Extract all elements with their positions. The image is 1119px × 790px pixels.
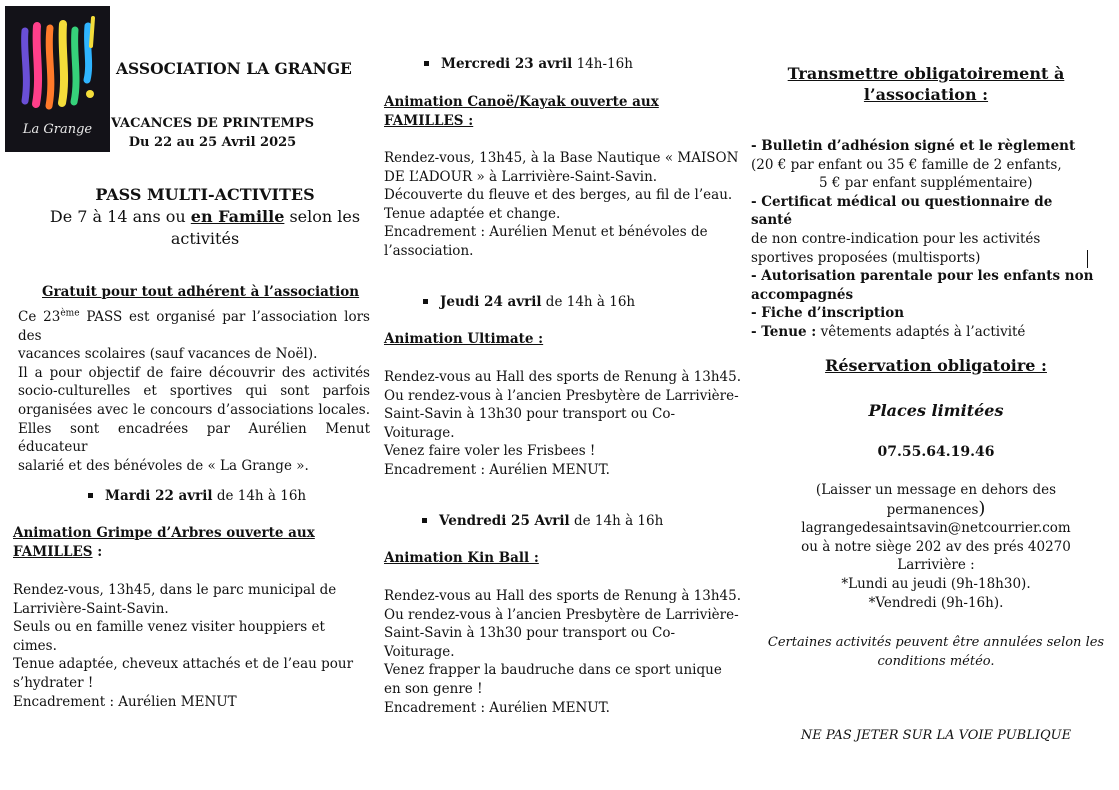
weather-note (760, 634, 1112, 671)
footer-notice: NE PAS JETER SUR LA VOIE PUBLIQUE (800, 728, 1072, 743)
vendredi-line: Venez frapper la baudruche dans ce sport unique (384, 662, 722, 679)
mercredi-date: Mercredi 23 avril (441, 56, 573, 72)
hours-weekdays: *Lundi au jeudi (9h-18h30). (841, 575, 1031, 592)
vacances-title: VACANCES DE PRINTEMPS (110, 116, 315, 131)
vendredi-activity-title: Animation Kin Ball : (384, 550, 539, 566)
req-bulletin: - Bulletin d’adhésion signé et le règlement (751, 138, 1076, 154)
mercredi-line: Encadrement : Aurélien Menut et bénévoles de (384, 224, 708, 241)
mardi-line: Tenue adaptée, cheveux attachés et de l’eau pour (13, 656, 354, 673)
jeudi-heading (423, 293, 635, 312)
mardi-title-suffix: : (92, 543, 103, 560)
intro-line: Il a pour objectif de faire découvrir des activités (18, 364, 370, 381)
contact-paren: ) (978, 497, 986, 519)
places-limitees: Places limitées (868, 401, 1004, 420)
jeudi-line: Venez faire voler les Frisbees ! (384, 443, 596, 460)
intro-line: socio-culturelles et sportives qui sont parfois (18, 383, 370, 400)
jeudi-line: Ou rendez-vous à l’ancien Presbytère de Larrivière- (384, 387, 739, 404)
contact-line1: (Laisser un message en dehors des (815, 482, 1057, 498)
mercredi-heading (424, 55, 633, 74)
vendredi-line: Rendez-vous au Hall des sports de Renung à 13h45. (384, 588, 742, 604)
text-cursor-mark (1087, 250, 1088, 268)
intro-line: Elles sont encadrées par Aurélien Menut éducateur (18, 420, 370, 456)
requirements-list (751, 137, 1096, 342)
bullet-icon (423, 299, 428, 304)
mercredi-title-line2: FAMILLES : (384, 112, 474, 129)
intro-sup: ème (60, 308, 80, 319)
intro-line: vacances scolaires (sauf vacances de Noël). (18, 346, 318, 363)
mercredi-time: 14h-16h (572, 56, 633, 72)
reservation-heading: Réservation obligatoire : (825, 356, 1047, 375)
vacances-dates (110, 115, 315, 152)
mardi-time: de 14h à 16h (212, 488, 307, 504)
mercredi-line: l’association. (384, 242, 474, 259)
association-name: ASSOCIATION LA GRANGE (116, 59, 352, 78)
pass-age-line (20, 206, 390, 228)
email-address[interactable]: lagrangedesaintsavin@netcourrier.com (801, 520, 1071, 537)
mardi-line: s’hydrater ! (13, 674, 94, 691)
jeudi-details (384, 368, 744, 480)
mercredi-line: Découverte du fleuve et des berges, au fil de l’eau. (384, 187, 733, 204)
req-fiche: - Fiche d’inscription (751, 305, 905, 322)
intro-heading: Gratuit pour tout adhérent à l’association (42, 284, 360, 300)
mardi-date: Mardi 22 avril (105, 488, 213, 504)
req-tenue-text: vêtements adaptés à l’activité (816, 323, 1026, 340)
mardi-line: Seuls ou en famille venez visiter houppiers et (13, 619, 325, 636)
mercredi-line: DE L’ADOUR » à Larrivière-Saint-Savin. (384, 168, 658, 185)
mercredi-title-line1: Animation Canoë/Kayak ouverte aux (384, 94, 659, 110)
req-certificat-line2: de non contre-indication pour les activités (751, 230, 1041, 247)
la-grange-logo (5, 6, 110, 152)
jeudi-date: Jeudi 24 avril (440, 294, 542, 310)
intro-line: organisées avec le concours d’associations locales. (18, 401, 370, 418)
mardi-line: Encadrement : Aurélien MENUT (13, 693, 237, 710)
weather-line2: conditions météo. (877, 653, 995, 669)
bullet-icon (424, 61, 429, 66)
req-autorisation: - Autorisation parentale pour les enfants non (751, 268, 1094, 285)
vendredi-line: Ou rendez-vous à l’ancien Presbytère de Larrivière- (384, 606, 739, 623)
mardi-details (13, 581, 373, 711)
transmettre-heading (760, 63, 1092, 105)
vendredi-line: Encadrement : Aurélien MENUT. (384, 699, 610, 716)
req-bulletin-extra: 5 € par enfant supplémentaire) (819, 175, 1033, 192)
pass-age-emph: en Famille (190, 207, 285, 226)
vendredi-line: Saint-Savin à 13h30 pour transport ou Co- (384, 625, 676, 642)
pass-age-prefix: De 7 à 14 ans ou (49, 207, 191, 226)
vendredi-line: en son genre ! (384, 680, 483, 697)
req-certificat: - Certificat médical ou questionnaire de santé (751, 193, 1053, 229)
bullet-icon (422, 518, 427, 523)
hours-friday: *Vendredi (9h-16h). (868, 594, 1004, 611)
jeudi-time: de 14h à 16h (541, 294, 636, 310)
jeudi-line: Rendez-vous au Hall des sports de Renung à 13h45. (384, 369, 742, 385)
mercredi-line: Rendez-vous, 13h45, à la Base Nautique « MAISON (384, 150, 739, 166)
transmettre-line2: l’association : (863, 85, 989, 104)
transmettre-line1: Transmettre obligatoirement à (787, 64, 1065, 83)
intro-line: salarié et des bénévoles de « La Grange ». (18, 457, 309, 474)
intro-p1-pre: Ce 23 (18, 309, 61, 325)
pass-age-line2: activités (170, 229, 240, 248)
intro-p1-rest: PASS est organisé par l’association lors des (18, 309, 370, 344)
mardi-line: cimes. (13, 637, 57, 654)
vendredi-date: Vendredi 25 Avril (439, 513, 570, 529)
pass-age-suffix: selon les (284, 207, 361, 226)
mercredi-activity-title (384, 93, 659, 130)
vendredi-details (384, 587, 744, 717)
mardi-line: Larrivière-Saint-Savin. (13, 600, 169, 617)
jeudi-line: Voiturage. (384, 424, 455, 441)
vacances-range: Du 22 au 25 Avril 2025 (128, 134, 297, 150)
jeudi-line: Saint-Savin à 13h30 pour transport ou Co- (384, 406, 676, 423)
mercredi-line: Tenue adaptée et change. (384, 205, 561, 222)
address-line2: Larrivière : (897, 557, 975, 574)
intro-paragraph (18, 308, 370, 475)
mardi-heading (88, 487, 306, 506)
intro-line (18, 308, 370, 345)
address-line1: ou à notre siège 202 av des prés 40270 (801, 538, 1071, 555)
mardi-title-line2: FAMILLES (13, 543, 93, 560)
jeudi-activity-title: Animation Ultimate : (384, 331, 544, 347)
mardi-title-line1: Animation Grimpe d’Arbres ouverte aux (13, 525, 315, 541)
pass-title: PASS MULTI-ACTIVITES (95, 185, 315, 204)
pass-block (20, 184, 390, 250)
req-certificat-line3: sportives proposées (multisports) (751, 249, 981, 266)
mardi-line: Rendez-vous, 13h45, dans le parc municipal de (13, 582, 337, 598)
vendredi-line: Voiturage. (384, 643, 455, 660)
vendredi-time: de 14h à 16h (569, 513, 664, 529)
vendredi-heading (422, 512, 663, 531)
contact-block (760, 481, 1112, 612)
phone-number[interactable]: 07.55.64.19.46 (877, 444, 995, 460)
req-autorisation-line2: accompagnés (751, 286, 854, 303)
jeudi-line: Encadrement : Aurélien MENUT. (384, 461, 610, 478)
bullet-icon (88, 493, 93, 498)
contact-line2: permanences (886, 501, 979, 518)
mardi-activity-title (13, 524, 315, 561)
weather-line1: Certaines activités peuvent être annulées selon les (767, 635, 1105, 650)
mercredi-details (384, 149, 744, 261)
logo-text: La Grange (22, 122, 93, 137)
req-tenue-label: - Tenue : (751, 323, 817, 340)
req-bulletin-price: (20 € par enfant ou 35 € famille de 2 enfants, (751, 156, 1062, 173)
